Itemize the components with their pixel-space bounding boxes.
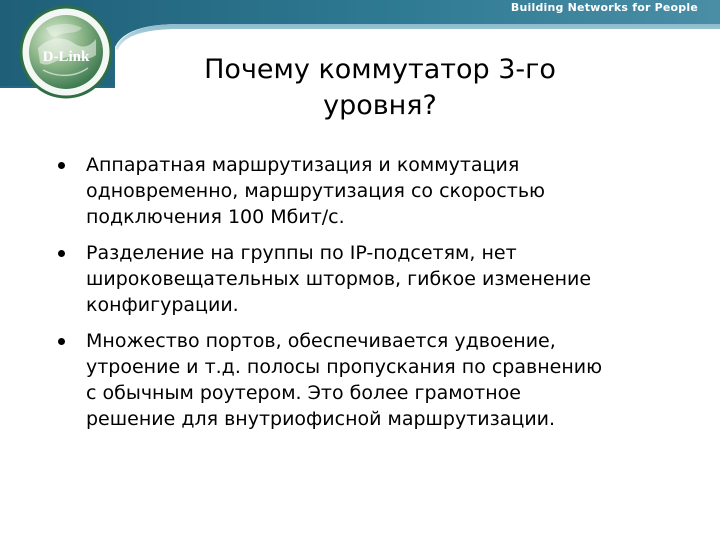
bullet-dot-icon [58, 338, 65, 345]
bullet-text: Разделение на группы по IP-подсетям, нет широковещательных штормов, гибкое изменение конфигурации. [86, 242, 592, 316]
bullet-text: Множество портов, обеспечивается удвоение, утроение и т.д. полосы пропускания по сравнению с обычным роутером. Это более грамотное решение для внутриофисной маршрутизации. [86, 330, 603, 430]
logo-wordmark: D-Link [42, 49, 90, 65]
dlink-globe-logo [18, 4, 114, 100]
slide-title-line-2: уровня? [323, 90, 437, 121]
bullet-dot-icon [58, 162, 65, 169]
slide-title [170, 52, 590, 124]
bullet-item [58, 328, 688, 432]
bullet-list [58, 152, 688, 442]
bullet-item [58, 240, 688, 318]
bullet-text: Аппаратная маршрутизация и коммутация одновременно, маршрутизация со скоростью подключения 100 Мбит/с. [86, 154, 546, 228]
bullet-dot-icon [58, 250, 65, 257]
slide-title-line-1: Почему коммутатор 3-го [204, 54, 556, 85]
bullet-item [58, 152, 688, 230]
header-tagline: Building Networks for People [510, 1, 698, 14]
